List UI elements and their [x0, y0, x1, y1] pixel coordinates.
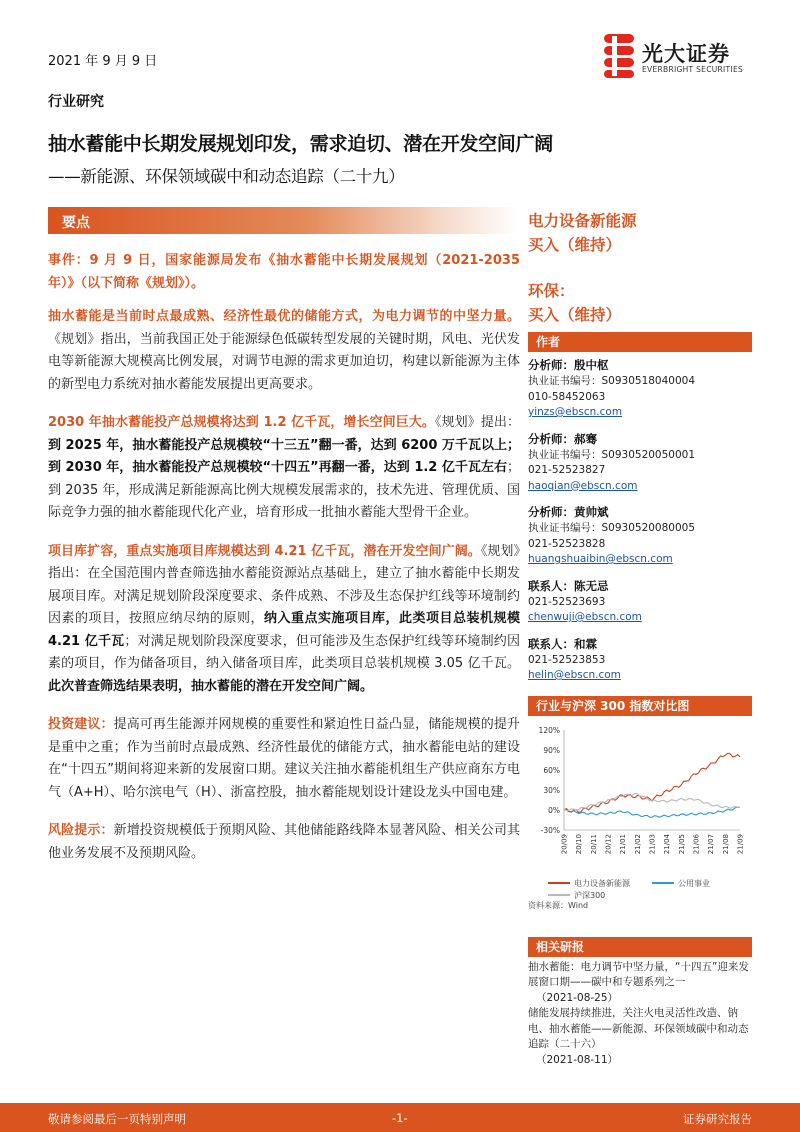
x-tick-label: 21/09 [736, 833, 745, 854]
analyst-cert: 执业证书编号：S0930518040004 [528, 375, 696, 387]
analyst-card [528, 430, 752, 495]
target-highlight: 2030 年抽水蓄能投产总规模将达到 1.2 亿千瓦，增长空间巨大。 [48, 415, 435, 430]
analyst-email-link[interactable]: huangshuaibin@ebscn.com [528, 553, 673, 565]
rating-env: 买入（维持） [528, 306, 622, 324]
storage-text: 《规划》指出，当前我国正处于能源绿色低碳转型发展的关键时期，风电、光伏发电等新能源大规模高比例发展，对调节电源的需求更加迫切，构建以新能源为主体的新型电力系统对抽水蓄能发展提出更高要求。 [48, 331, 520, 392]
analyst-phone: 021-52523828 [528, 537, 606, 550]
sidebar [528, 210, 752, 1068]
analyst-name: 分析师：黄帅斌 [528, 505, 609, 519]
x-tick-label: 21/01 [619, 833, 628, 854]
chart-svg [528, 722, 752, 872]
pool-highlight: 项目库扩容，重点实施项目库规模达到 4.21 亿千瓦，潜在开发空间广阔。 [48, 543, 481, 559]
x-tick-label: 21/04 [663, 833, 672, 854]
risk-label: 风险提示： [48, 823, 114, 838]
analyst-list [528, 356, 752, 684]
rating-sector-env: 环保： [528, 282, 575, 300]
rating-power: 买入（维持） [528, 236, 622, 254]
report-date: 2021 年 9 月 9 日 [48, 54, 158, 69]
analyst-cert: 执业证书编号：S0930520050001 [528, 448, 696, 461]
pool-text-a: 《规划》指出：在全国范围内普查筛选抽水蓄能资源站点基础上，建立了抽水蓄能中长期发展项目库。对满足规划阶段深度要求、条件成熟、不涉及生态保护红线等环境制约因素的项目，按照应纳尽纳的原则， [48, 543, 520, 626]
related-list [528, 960, 752, 1069]
x-tick-label: 21/08 [721, 833, 730, 854]
rating-sector-power: 电力设备新能源 [528, 212, 637, 230]
related-report-title[interactable]: 抽水蓄能：电力调节中坚力量，“十四五”迎来发展窗口期——碳中和专题系列之一 [528, 960, 749, 988]
paragraph-storage [48, 306, 520, 396]
analyst-email-link[interactable]: haoqian@ebscn.com [528, 479, 638, 492]
chart-source: 资料来源：Wind [528, 900, 589, 910]
analyst-phone: 010-58452063 [528, 390, 606, 403]
y-tick-label: 60% [543, 765, 560, 775]
footer-report-type: 证券研究报告 [683, 1112, 752, 1126]
risk-text: 新增投资规模低于预期风险、其他储能路线降本显著风险、相关公司其他业务发展不及预期风险。 [48, 823, 520, 861]
x-tick-label: 21/03 [648, 833, 657, 854]
logo-name: 光大证券 [642, 42, 730, 66]
authors-header: 作者 [528, 332, 752, 352]
paragraph-event [48, 250, 520, 295]
main-content [48, 250, 520, 876]
x-tick-label: 20/11 [589, 833, 598, 854]
analyst-phone: 021-52523827 [528, 464, 606, 476]
paragraph-investment [48, 714, 520, 804]
related-report-date: （2021-08-25） [536, 991, 619, 1004]
analyst-card [528, 356, 752, 421]
legend-swatch [548, 894, 570, 896]
index-comparison-chart [528, 722, 752, 911]
analyst-email-link[interactable]: yinzs@ebscn.com [528, 406, 623, 418]
analyst-cert: 执业证书编号：S0930520080005 [528, 522, 696, 534]
logo-english-name: EVERBRIGHT SECURITIES [642, 65, 744, 74]
pool-text-c: ；对满足规划阶段深度要求，但可能涉及生态保护红线等环境制约因素的项目，作为储备项目，纳入储备项目库，此类项目总装机规模 3.05 亿千瓦。 [48, 633, 520, 671]
chart-legend [528, 874, 752, 898]
analyst-name: 分析师：郝骞 [528, 431, 597, 446]
x-tick-label: 20/09 [560, 833, 569, 854]
series-line-0 [564, 753, 740, 812]
related-report-title[interactable]: 储能发展持续推进，关注火电灵活性改造、钠电、抽水蓄能——新能源、环保领域碳中和动态追踪（二十六） [528, 1007, 749, 1050]
legend-swatch [652, 882, 674, 884]
analyst-card [528, 635, 752, 684]
related-report-date: （2021-08-11） [536, 1053, 619, 1066]
report-title: 抽水蓄能中长期发展规划印发，需求迫切、潜在开发空间广阔 [48, 133, 553, 155]
analyst-name: 联系人：陈无忌 [528, 578, 609, 593]
paragraph-project-pool [48, 541, 520, 699]
analyst-email-link[interactable]: helin@ebscn.com [528, 669, 621, 681]
analyst-email-link[interactable]: chenwuji@ebscn.com [528, 611, 642, 623]
target-text-a: 《规划》提出： [435, 415, 520, 430]
page-footer [0, 1103, 800, 1132]
target-text-bold: 到 2025 年，抽水蓄能投产总规模较“十三五”翻一番，达到 6200 万千瓦以上；到 2030 年，抽水蓄能投产总规模较“十四五”再翻一番，达到 1.2 亿千瓦左右 [48, 437, 520, 475]
analyst-card [528, 503, 752, 568]
investment-text: 提高可再生能源并网规模的重要性和紧迫性日益凸显，储能规模的提升是重中之重；作为当前时点最成熟、经济性最优的储能方式，抽水蓄能电站的建设在“十四五”期间将迎来新的发展窗口期。建议关注抽水蓄能机组生产供应商东方电气（A+H）、哈尔滨电气（H）、浙富控股，抽水蓄能规划设计建设龙头中国电建。 [48, 717, 520, 800]
x-tick-label: 21/07 [707, 833, 716, 854]
legend-swatch [548, 882, 570, 884]
x-tick-label: 21/02 [633, 833, 642, 854]
company-logo [604, 34, 764, 78]
legend-label: 电力设备新能源 [574, 878, 630, 888]
everbright-logo-icon [604, 34, 636, 78]
page-number: -1- [392, 1111, 408, 1125]
report-subtitle: ——新能源、环保领域碳中和动态追踪（二十九） [48, 167, 405, 186]
storage-highlight: 抽水蓄能是当前时点最成熟、经济性最优的储能方式，为电力调节的中坚力量。 [48, 309, 520, 324]
x-tick-label: 20/10 [575, 833, 584, 854]
legend-label: 沪深300 [574, 890, 606, 900]
related-header: 相关研报 [528, 937, 752, 957]
y-tick-label: -30% [540, 825, 560, 835]
analyst-name: 分析师：殷中枢 [528, 358, 609, 372]
report-category: 行业研究 [48, 94, 104, 110]
x-tick-label: 21/06 [692, 833, 701, 854]
analyst-card [528, 577, 752, 626]
pool-text-conclusion: 此次普查筛选结果表明，抽水蓄能的潜在开发空间广阔。 [48, 678, 374, 694]
analyst-phone: 021-52523853 [528, 653, 606, 666]
legend-item [548, 890, 605, 901]
legend-label: 公用事业 [678, 878, 710, 888]
legend-item [652, 878, 710, 889]
keypoints-header [48, 207, 518, 234]
target-text-c: ；到 2035 年，形成满足新能源高比例大规模发展需求的，技术先进、管理优质、国际竞争力强的抽水蓄能现代化产业，培育形成一批抽水蓄能大型骨干企业。 [48, 460, 520, 520]
y-tick-label: 90% [543, 745, 560, 755]
chart-header: 行业与沪深 300 指数对比图 [528, 696, 752, 716]
analyst-name: 联系人：和霖 [528, 636, 597, 651]
investment-label: 投资建议： [48, 717, 114, 732]
paragraph-2030-target [48, 412, 520, 525]
event-highlight: 事件：9 月 9 日，国家能源局发布《抽水蓄能中长期发展规划（2021-2035 年）》（以下简称《规划》）。 [48, 253, 520, 291]
analyst-phone: 021-52523693 [528, 595, 606, 608]
y-tick-label: 120% [538, 725, 560, 735]
x-tick-label: 20/12 [604, 833, 613, 854]
keypoints-label: 要点 [62, 215, 90, 231]
y-tick-label: 30% [543, 785, 560, 795]
rating-block [528, 210, 752, 326]
pool-text-bold: 纳入重点实施项目库，此类项目总装机规模 4.21 亿千瓦 [48, 611, 520, 649]
paragraph-risk [48, 820, 520, 865]
y-tick-label: 0% [548, 805, 560, 815]
legend-item [548, 878, 630, 889]
x-tick-label: 21/05 [677, 833, 686, 854]
footer-disclaimer: 敬请参阅最后一页特别声明 [48, 1112, 186, 1126]
